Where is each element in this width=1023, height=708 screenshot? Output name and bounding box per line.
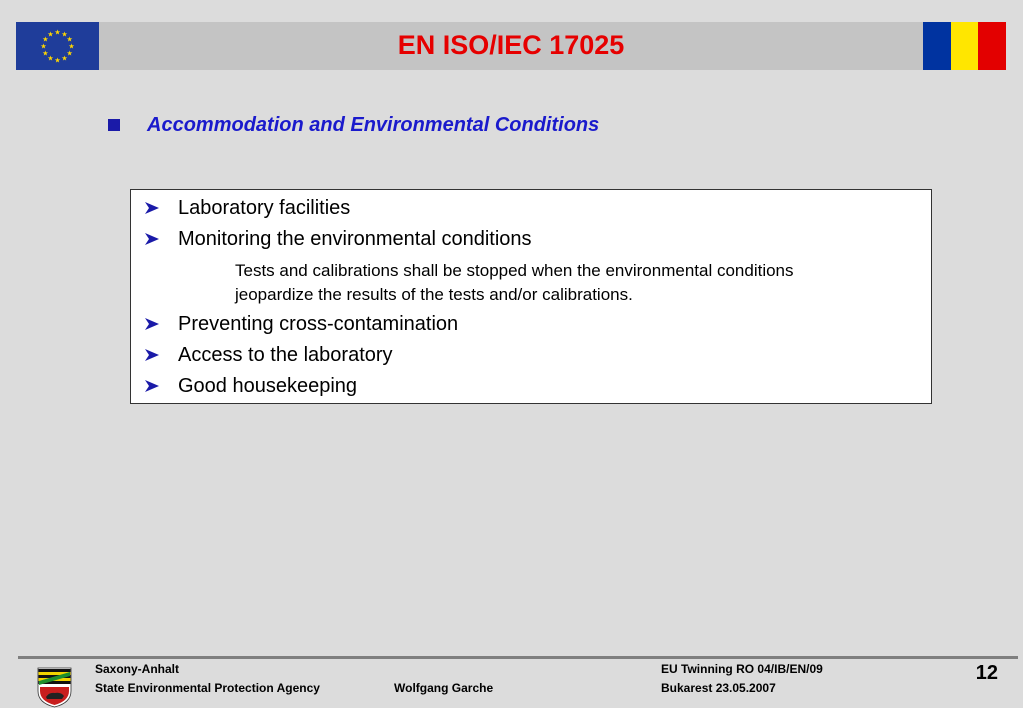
list-item: [143, 310, 458, 338]
svg-text:★: ★: [54, 56, 61, 65]
page-title: EN ISO/IEC 17025: [397, 30, 625, 60]
section-heading: [108, 112, 599, 138]
list-item: [143, 372, 357, 400]
list-item-label: Preventing cross-contamination: [178, 312, 459, 335]
list-item-label: Laboratory facilities: [178, 196, 351, 219]
footer-author: Wolfgang Garche: [394, 681, 494, 695]
svg-text:★: ★: [47, 30, 54, 39]
eu-flag-icon: [16, 22, 99, 70]
eu-stars-icon: [16, 22, 99, 70]
saxony-anhalt-emblem-icon: [37, 667, 72, 708]
svg-text:★: ★: [47, 54, 54, 63]
header-bar: [16, 22, 1006, 70]
svg-text:★: ★: [66, 49, 73, 58]
flag-stripe-blue: [923, 22, 951, 70]
svg-text:★: ★: [40, 42, 47, 51]
svg-text:★: ★: [61, 54, 68, 63]
svg-text:★: ★: [66, 35, 73, 44]
footer-divider: [18, 656, 1018, 659]
footer-agency: State Environmental Protection Agency: [95, 681, 320, 695]
list-item-label: Access to the laboratory: [178, 343, 393, 366]
list-item: [143, 225, 532, 253]
arrow-bullet-icon: [143, 232, 161, 246]
romania-flag-icon: [923, 22, 1006, 70]
arrow-bullet-icon: [143, 379, 161, 393]
flag-stripe-red: [978, 22, 1006, 70]
svg-text:★: ★: [68, 42, 75, 51]
svg-text:★: ★: [54, 28, 61, 37]
square-bullet-icon: [108, 119, 120, 131]
list-item-label: Good housekeeping: [178, 374, 358, 397]
footer-project: EU Twinning RO 04/IB/EN/09: [661, 662, 823, 676]
svg-text:★: ★: [61, 30, 68, 39]
arrow-bullet-icon: [143, 348, 161, 362]
list-item-label: Monitoring the environmental conditions: [178, 227, 532, 250]
flag-stripe-yellow: [951, 22, 979, 70]
page-number: 12: [975, 662, 998, 684]
arrow-bullet-icon: [143, 317, 161, 331]
sub-note: Tests and calibrations shall be stopped when the environmental conditions jeopardize the results of the tests and/or calibrations.: [235, 261, 794, 304]
arrow-bullet-icon: [143, 201, 161, 215]
footer-org-name: Saxony-Anhalt: [95, 662, 180, 676]
list-item: [143, 341, 393, 369]
footer-location-date: Bukarest 23.05.2007: [661, 681, 776, 695]
section-heading-text: Accommodation and Environmental Conditions: [147, 113, 600, 136]
svg-text:★: ★: [42, 49, 49, 58]
content-box: [130, 189, 932, 404]
svg-text:★: ★: [42, 35, 49, 44]
list-item: [143, 194, 350, 222]
